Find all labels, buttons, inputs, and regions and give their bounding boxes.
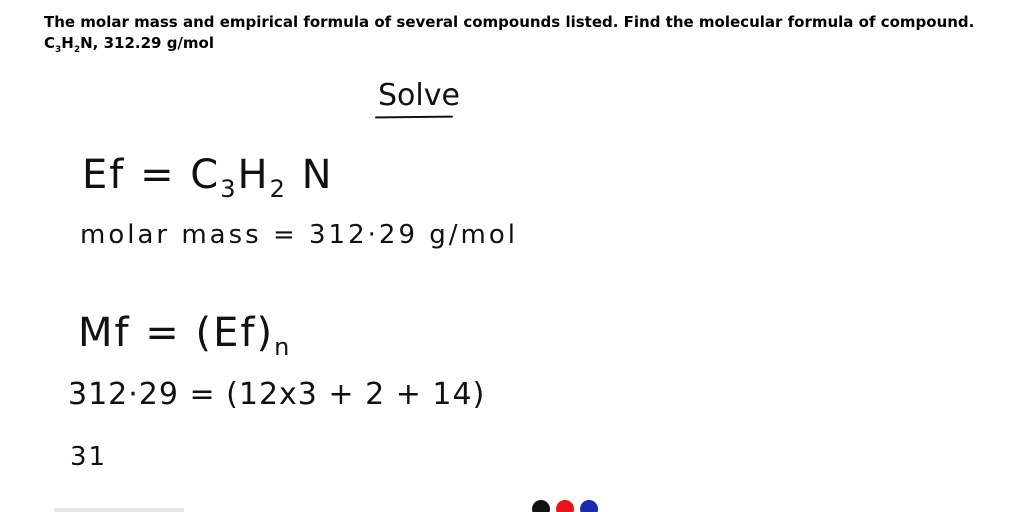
red-pen-dot[interactable] [556,500,574,512]
mf-n-subscript: n [274,333,292,361]
calculation-line: 312·29 = (12x3 + 2 + 14) [68,377,486,412]
formula-molar-mass: , 312.29 g/mol [92,34,214,52]
color-palette [532,500,602,512]
formula-nitrogen: N [80,34,93,52]
partial-calculation-line: 31 [70,442,108,472]
black-pen-dot[interactable] [532,500,550,512]
blue-pen-dot[interactable] [580,500,598,512]
bottom-toolbar-edge [54,508,184,512]
solve-heading: Solve [378,78,460,113]
question-statement: The molar mass and empirical formula of several compounds listed. Find the molecular formula of compound. [44,13,975,31]
ef-hydrogen: H [237,152,270,198]
question-text [44,12,1004,54]
formula-hydrogen: H [61,34,74,52]
ef-carbon-subscript: 3 [220,175,238,203]
formula-carbon-subscript: 3 [55,45,62,55]
solve-underline [375,116,453,119]
ef-prefix: Ef = C [82,152,221,198]
ef-hydrogen-subscript: 2 [269,175,287,203]
question-formula [44,34,214,55]
molecular-formula-line [78,310,292,361]
ef-nitrogen: N [286,152,334,198]
empirical-formula-line [82,152,334,203]
mf-prefix: Mf = (Ef) [78,310,275,356]
formula-carbon: C [44,34,56,52]
formula-hydrogen-subscript: 2 [73,45,81,55]
molar-mass-line: molar mass = 312·29 g/mol [80,220,518,250]
